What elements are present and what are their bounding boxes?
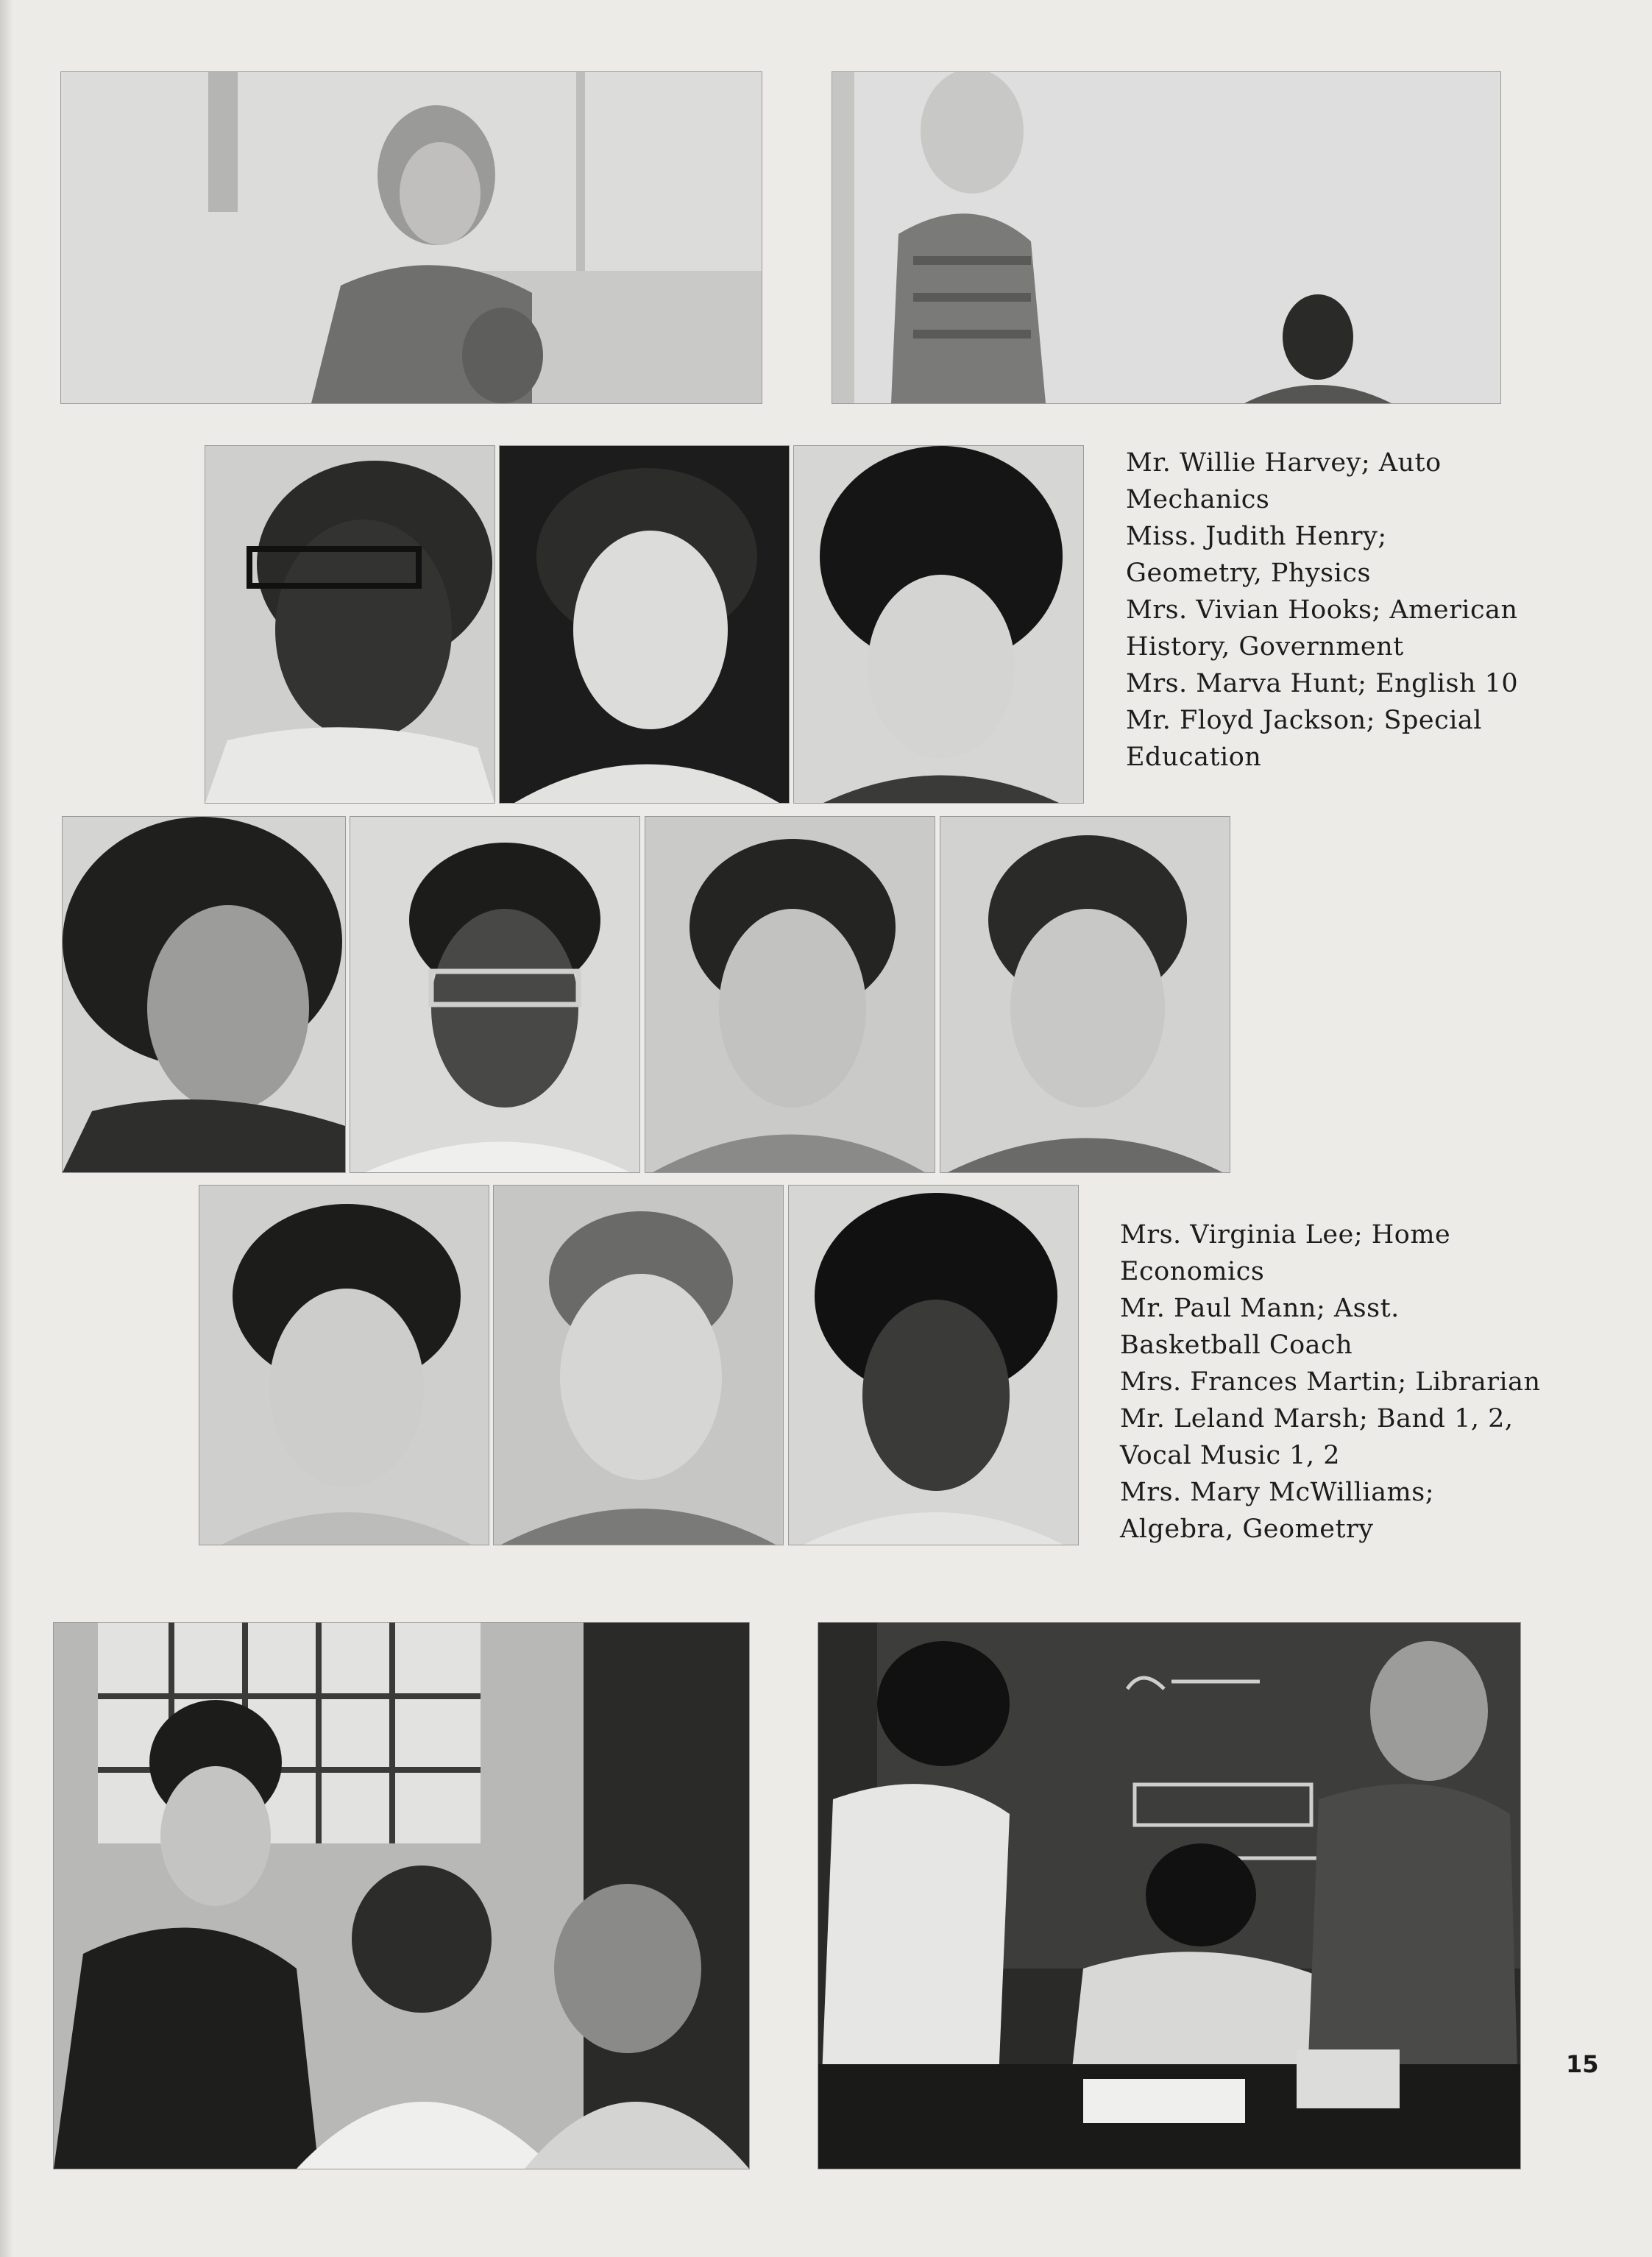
- caption-line: Mechanics: [1126, 485, 1270, 514]
- caption-line: History, Government: [1126, 632, 1404, 662]
- caption-line: Basketball Coach: [1120, 1331, 1353, 1360]
- portrait-vivian-hooks: [793, 445, 1084, 804]
- caption-lower-faculty-names: [1120, 1216, 1541, 1548]
- caption-line: Mrs. Frances Martin; Librarian: [1120, 1367, 1541, 1397]
- portrait-frances-martin: [788, 1185, 1079, 1545]
- caption-line: Mr. Leland Marsh; Band 1, 2,: [1120, 1404, 1514, 1434]
- caption-line: Mr. Floyd Jackson; Special: [1126, 706, 1482, 735]
- portrait-faculty-man-row2: [940, 816, 1230, 1173]
- caption-line: Mrs. Vivian Hooks; American: [1126, 595, 1518, 625]
- caption-line: Mrs. Virginia Lee; Home: [1120, 1220, 1451, 1250]
- page-binding-shadow: [0, 0, 13, 2257]
- caption-upper-faculty-names: [1126, 444, 1518, 776]
- caption-line: Education: [1126, 743, 1262, 772]
- caption-line: Mr. Willie Harvey; Auto: [1126, 448, 1442, 478]
- candid-photo-teacher-helping-students: [53, 1622, 750, 2169]
- caption-line: Vocal Music 1, 2: [1120, 1441, 1340, 1470]
- caption-line: Mrs. Mary McWilliams;: [1120, 1478, 1434, 1507]
- caption-line: Algebra, Geometry: [1120, 1514, 1374, 1544]
- candid-photo-math-classroom-chalkboard: [818, 1622, 1521, 2169]
- portrait-willie-harvey: [205, 445, 495, 804]
- candid-photo-student-and-teacher-classroom: [832, 71, 1501, 404]
- caption-line: Miss. Judith Henry;: [1126, 522, 1387, 551]
- caption-line: Mrs. Marva Hunt; English 10: [1126, 669, 1519, 698]
- portrait-faculty-woman-row2: [645, 816, 935, 1173]
- caption-line: Geometry, Physics: [1126, 559, 1371, 588]
- portrait-judith-henry: [499, 445, 790, 804]
- portrait-virginia-lee: [199, 1185, 489, 1545]
- caption-line: Mr. Paul Mann; Asst.: [1120, 1294, 1400, 1323]
- portrait-floyd-jackson: [350, 816, 640, 1173]
- page-number: 15: [1566, 2050, 1599, 2078]
- candid-photo-teacher-with-student: [60, 71, 762, 404]
- portrait-marva-hunt: [62, 816, 346, 1173]
- portrait-paul-mann: [493, 1185, 784, 1545]
- caption-line: Economics: [1120, 1257, 1265, 1286]
